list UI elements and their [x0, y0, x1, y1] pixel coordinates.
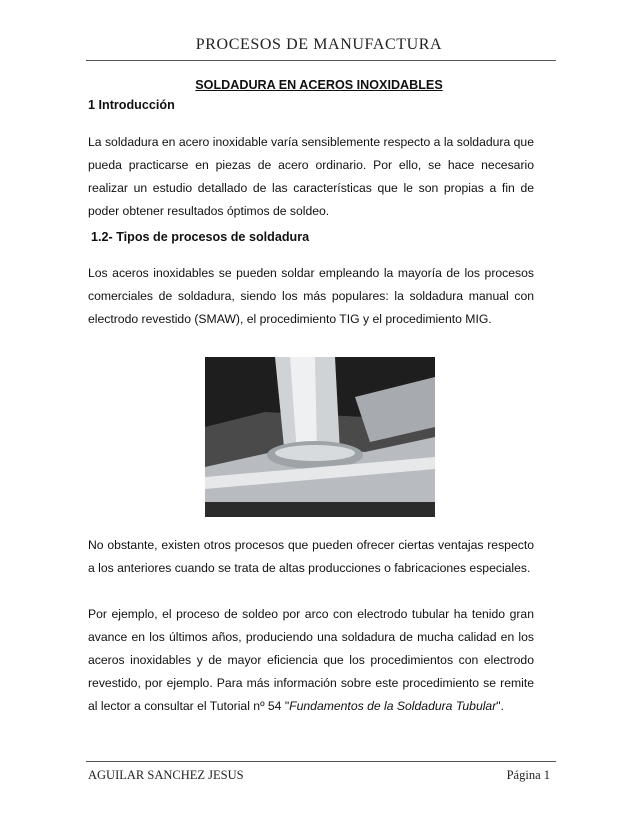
tubular-paragraph-text: Por ejemplo, el proceso de soldeo por arco con electrodo tubular ha tenido gran avance en los últimos años, produciendo una soldadura de mucha calidad en los aceros inoxidables y de mayor eficiencia que los procedimientos con electrodo revestido, por ejemplo. Para más información sobre este procedimiento se remite al lector a consultar el Tutorial nº 54 " [88, 607, 534, 713]
weld-photo-graphic [205, 357, 435, 517]
tipos-paragraph: Los aceros inoxidables se pueden soldar empleando la mayoría de los procesos comerciales de soldadura, siendo los más populares: la soldadura manual con electrodo revestido (SMAW), el procedimiento TIG y el procedimiento MIG. [88, 266, 534, 326]
header-divider [86, 60, 556, 61]
footer-divider [86, 761, 556, 762]
tubular-paragraph-end: ". [496, 699, 504, 713]
section-heading-tipos: 1.2- Tipos de procesos de soldadura [91, 230, 310, 244]
ventajas-paragraph: No obstante, existen otros procesos que pueden ofrecer ciertas ventajas respecto a los anteriores cuando se trata de altas producciones o fabricaciones especiales. [88, 538, 534, 575]
page-header-title: PROCESOS DE MANUFACTURA [195, 36, 443, 53]
section-heading-introduccion: 1 Introducción [88, 98, 175, 112]
tubular-paragraph [88, 603, 534, 718]
footer-author: AGUILAR SANCHEZ JESUS [88, 768, 244, 782]
weld-photo [205, 357, 435, 517]
tutorial-title: Fundamentos de la Soldadura Tubular [289, 699, 497, 713]
intro-paragraph: La soldadura en acero inoxidable varía sensiblemente respecto a la soldadura que pueda practicarse en piezas de acero ordinario. Por ello, se hace necesario realizar un estudio detallado de las características que le son propias a fin de poder obtener resultados óptimos de soldeo. [88, 135, 534, 218]
footer-page-number: Página 1 [506, 768, 550, 782]
document-title: SOLDADURA EN ACEROS INOXIDABLES [195, 78, 443, 92]
